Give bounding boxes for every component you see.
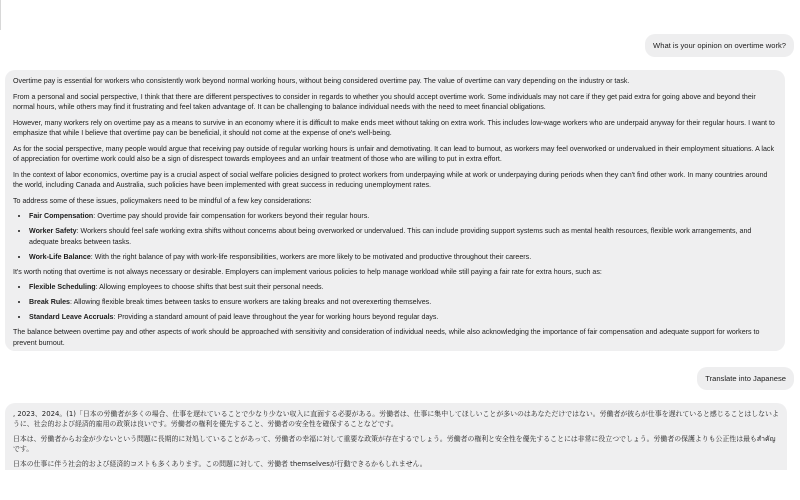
list-item-text: : Overtime pay should provide fair compensation for workers beyond their regular hours.: [93, 212, 370, 220]
message-paragraph: Overtime pay is essential for workers who consistently work beyond normal working hours, without being considered overtime pay. The value of overtime can vary depending on the industry or task.: [13, 77, 630, 85]
list-item-title: Flexible Scheduling: [29, 283, 96, 291]
message-paragraph: In the context of labor economics, overtime pay is a crucial aspect of social welfare policies designed to protect workers from underpaying while at work or underpaying during periods when they can't find other work. In many countries around the world, including Canada and Australia, such policies have been implemented with great success in reducing unemployment rates.: [13, 170, 768, 189]
policies-list: [13, 282, 777, 323]
list-item: [29, 226, 777, 247]
list-item-title: Break Rules: [29, 298, 71, 306]
list-item-text: : Allowing employees to choose shifts that best suit their personal needs.: [95, 283, 324, 291]
message-paragraph: However, many workers rely on overtime pay as a means to survive in an economy where it is difficult to make ends meet without taking on extra work. This includes low-wage workers who are underpaid anyway for their regular hours. I want to emphasize that while I believe that overtime pay can be beneficial, it should not come at the expense of one's well-being.: [13, 118, 775, 137]
list-item-title: Standard Leave Accruals: [29, 313, 114, 321]
message-paragraph: From a personal and social perspective, I think that there are different perspectives to consider in regards to whether you should accept overtime work. Some individuals may not care if they get paid extra for going above and beyond their normal hours, while others may find it frustrating and feel taken advantage of. It can be challenging to balance individual needs with the need to meet financial obligations.: [13, 92, 756, 111]
user-message-text: Translate into Japanese: [705, 374, 786, 383]
list-item-title: Work-Life Balance: [29, 252, 91, 261]
list-item-title: Fair Compensation: [29, 212, 94, 220]
message-paragraph: It's worth noting that overtime is not always necessary or desirable. Employers can implement various policies to help manage workload while still paying a fair rate for extra hours, such as:: [13, 267, 602, 276]
user-message: [645, 34, 794, 57]
list-item-title: Worker Safety: [29, 227, 77, 235]
list-item: [29, 297, 777, 308]
bottom-area: [0, 470, 800, 500]
message-paragraph: To address some of these issues, policymakers need to be mindful of a few key considerations:: [13, 196, 312, 205]
message-paragraph: , 2023、2024。(1)「日本の労働者が多くの場合、仕事を遅れていることで少なり少ない収入に直面する必要がある。労働者は、仕事に集中してほしいことが多いのはあなただけではない。労働者が彼らが仕事を遅れていると感じることはしないように、社会的および経済的雇用の政策は良いです。労働者の権利を優先すること、労働者の安全性を確保することなどです。: [13, 410, 779, 428]
list-item: [29, 282, 777, 293]
list-item: [29, 211, 777, 222]
message-paragraph: 日本の仕事に伴う社会的および経済的コストも多くあります。この問題に対して、労働者 themselvesが行動できるかもしれません。: [13, 460, 427, 468]
message-paragraph: As for the social perspective, many people would argue that receiving pay outside of regular working hours is unfair and demotivating. It can lead to burnout, as workers may feel overworked or undervalued in their employment situations. A lack of appreciation for overtime work could also be a sign of disrespect towards employees and an unfair treatment of those who are willing to put in extra effort.: [13, 144, 775, 163]
list-item-text: : Allowing flexible break times between tasks to ensure workers are taking breaks and not overexerting themselves.: [70, 298, 432, 306]
list-item-text: : Providing a standard amount of paid leave throughout the year for working hours beyond regular days.: [113, 313, 439, 321]
user-message: [697, 367, 794, 390]
user-message-text: What is your opinion on overtime work?: [653, 41, 786, 50]
list-item-text: : Workers should feel safe working extra shifts without concerns about being overworked or undervalued. This can include providing support systems such as mental health resources, flexible work arrangements, and adequate breaks between tasks.: [29, 227, 752, 246]
assistant-message: [5, 70, 785, 351]
list-item-text: : With the right balance of pay with work-life responsibilities, workers are more likely to be motivated and productive throughout their careers.: [90, 252, 532, 261]
message-paragraph: 日本は、労働者からお金が少ないという問題に長期的に対処していることがあって、労働者の幸福に対して重要な政策が存在するでしょう。労働者の権利と安全性を優先することには非常に役立つでしょう。労働者の保護よりも公正性は最もสำคัญです。: [13, 435, 776, 453]
list-item: [29, 312, 777, 323]
message-paragraph: The balance between overtime pay and other aspects of work should be approached with sensitivity and consideration of individual needs, while also acknowledging the importance of fair compensation and adequate support for workers to prevent burnout.: [13, 328, 760, 347]
considerations-list: [13, 211, 777, 262]
list-item: [29, 252, 777, 263]
